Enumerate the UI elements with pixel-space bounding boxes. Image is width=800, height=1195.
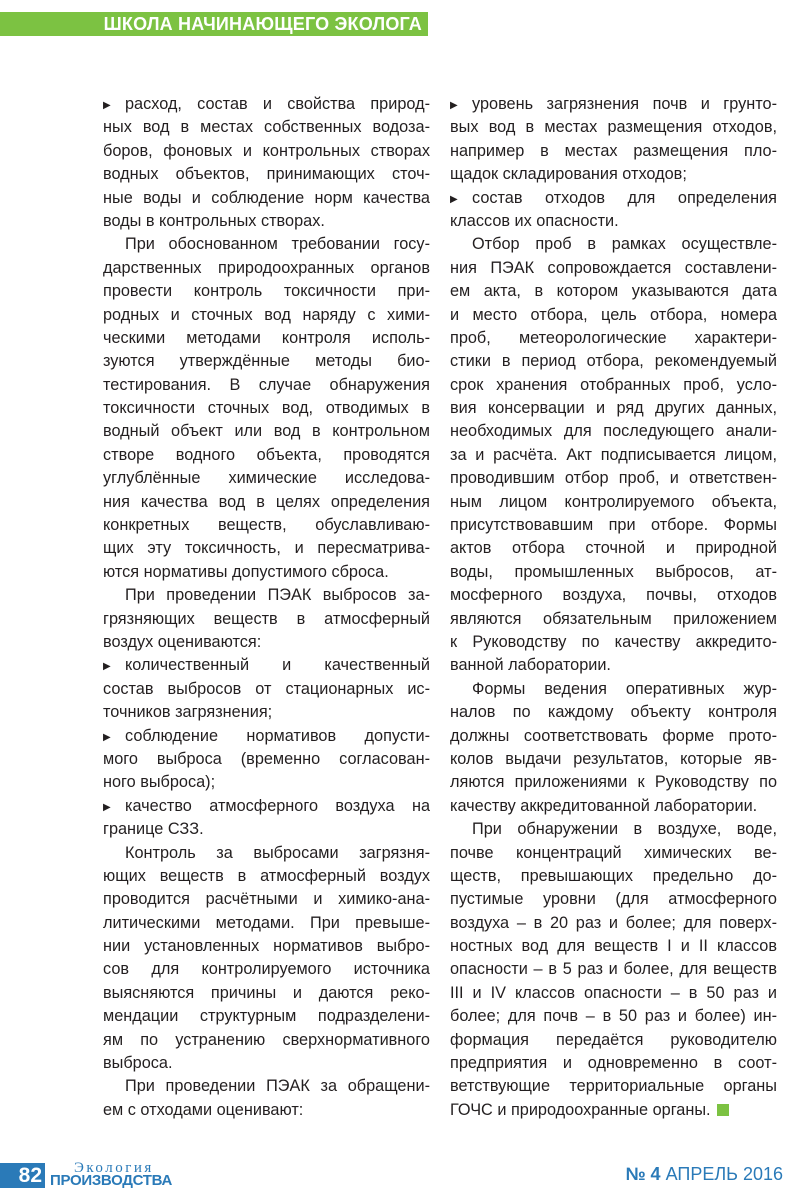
text-line: [450, 327, 777, 350]
line-text: углублённые химические исследова-: [103, 469, 430, 488]
line-text: Формы ведения оперативных жур-: [472, 679, 777, 698]
text-line: [450, 1075, 777, 1098]
line-text: нии установленных нормативов выбро-: [103, 937, 430, 956]
line-text: ных вод в местах собственных водоза-: [103, 118, 430, 137]
line-text: Отбор проб в рамках осуществле-: [472, 235, 777, 254]
text-line: [103, 116, 430, 139]
text-line: [450, 725, 777, 748]
line-text: ванной лаборатории.: [450, 656, 611, 675]
line-text: более; для почв – в 50 раз и более) ин-: [450, 1007, 777, 1026]
text-line: [103, 537, 430, 560]
text-line: [103, 982, 430, 1005]
text-line: [103, 1075, 430, 1098]
text-line: [103, 1052, 430, 1075]
line-text: точников загрязнения;: [103, 703, 273, 722]
text-line: [450, 842, 777, 865]
line-text: III и IV классов опасности – в 50 раз и: [450, 983, 777, 1002]
text-line: [450, 654, 777, 677]
text-line: [103, 514, 430, 537]
text-line: [103, 771, 430, 794]
text-line: [103, 654, 430, 677]
line-text: качеству аккредитованной лаборатории.: [450, 796, 758, 815]
text-line: [103, 397, 430, 420]
text-line: [450, 1005, 777, 1028]
text-line: [450, 1029, 777, 1052]
line-text: конкретных веществ, обуславливаю-: [103, 516, 430, 535]
text-line: [103, 1005, 430, 1028]
line-text: родных и сточных вод наряду с хими-: [103, 305, 430, 324]
text-line: [450, 958, 777, 981]
text-line: [103, 631, 430, 654]
text-line: [450, 935, 777, 958]
line-text: предприятия и одновременно в соот-: [450, 1054, 777, 1073]
line-text: границе СЗЗ.: [103, 820, 204, 839]
line-text: проб, метеорологические характери-: [450, 328, 777, 347]
line-text: водных объектов, принимающих сточ-: [103, 165, 430, 184]
text-line: [450, 93, 777, 116]
text-line: [103, 561, 430, 584]
line-text: проводится расчётными и химико-ана-: [103, 890, 430, 909]
line-text: Контроль за выбросами загрязня-: [125, 843, 430, 862]
text-line: [103, 233, 430, 256]
line-text: выясняются причины и даются реко-: [103, 983, 430, 1002]
text-line: [103, 701, 430, 724]
text-line: [103, 584, 430, 607]
line-text: створе водного объекта, проводятся: [103, 445, 430, 464]
logo-line1: Экология: [74, 1160, 154, 1176]
text-line: [450, 561, 777, 584]
text-line: [450, 701, 777, 724]
text-line: [450, 678, 777, 701]
line-text: состав отходов для определения: [472, 188, 777, 207]
line-text: соблюдение нормативов допусти-: [125, 726, 430, 745]
line-text: литическими методами. При превыше-: [103, 913, 430, 932]
line-text: При проведении ПЭАК за обращени-: [125, 1077, 430, 1096]
line-text: ющих веществ в атмосферный воздух: [103, 866, 430, 885]
text-line: [450, 210, 777, 233]
line-text: ния ПЭАК сопровождается составлени-: [450, 258, 777, 277]
bullet-icon: ▶: [103, 661, 111, 673]
line-text: ем с отходами оценивают:: [103, 1100, 304, 1119]
text-line: [450, 631, 777, 654]
text-line: [450, 888, 777, 911]
line-text: актов отбора сточной и природной: [450, 539, 777, 558]
text-line: [103, 257, 430, 280]
line-text: ного выброса);: [103, 773, 216, 792]
line-text: опасности – в 5 раз и более, для веществ: [450, 960, 777, 979]
text-line: [450, 584, 777, 607]
text-line: [103, 210, 430, 233]
issue-date: АПРЕЛЬ 2016: [665, 1164, 783, 1184]
text-line: [103, 935, 430, 958]
page-number: 82: [0, 1163, 45, 1188]
text-line: [103, 491, 430, 514]
text-line: [103, 678, 430, 701]
line-text: мого выброса (временно согласован-: [103, 749, 430, 768]
text-line: [103, 842, 430, 865]
line-text: налов по каждому объекту контроля: [450, 703, 777, 722]
line-text: ем акта, в котором указываются дата: [450, 282, 777, 301]
line-text: например в местах размещения пло-: [450, 141, 777, 160]
line-text: мендации структурным подразделени-: [103, 1007, 430, 1026]
line-text: провести контроль токсичности при-: [103, 282, 430, 301]
text-line: [103, 748, 430, 771]
text-line: [450, 420, 777, 443]
text-line: [103, 280, 430, 303]
line-text: за и расчёта. Акт подписывается лицом,: [450, 445, 777, 464]
text-line: [103, 187, 430, 210]
line-text: токсичности сточных вод, отводимых в: [103, 399, 430, 418]
text-line: [450, 912, 777, 935]
bullet-icon: ▶: [103, 100, 111, 111]
line-text: стики в период отбора, рекомендуемый: [450, 352, 777, 371]
text-line: [450, 187, 777, 210]
text-line: [450, 257, 777, 280]
text-line: [450, 467, 777, 490]
text-line: [103, 444, 430, 467]
line-text: расход, состав и свойства природ-: [125, 95, 430, 113]
text-line: [103, 958, 430, 981]
line-text: грязняющих веществ в атмосферный: [103, 609, 430, 628]
text-line: [103, 140, 430, 163]
line-text: дарственных природоохранных органов: [103, 258, 430, 277]
line-text: являются обязательным приложением: [450, 609, 777, 628]
text-line: [450, 374, 777, 397]
issue-info: [625, 1164, 783, 1185]
text-line: [103, 608, 430, 631]
bullet-icon: ▶: [450, 100, 458, 111]
text-line: [103, 467, 430, 490]
text-line: [103, 818, 430, 841]
text-line: [450, 116, 777, 139]
line-text: качество атмосферного воздуха на: [125, 796, 430, 815]
line-text: почве концентраций химических ве-: [450, 843, 777, 862]
line-text: ществ, превышающих предельно до-: [450, 866, 777, 885]
bullet-icon: ▶: [450, 193, 458, 205]
text-line: [450, 280, 777, 303]
line-text: вых вод в местах размещения отходов,: [450, 118, 777, 137]
line-text: ния качества вод в целях определения: [103, 492, 430, 511]
text-line: [450, 444, 777, 467]
line-text: воды, промышленных выбросов, ат-: [450, 562, 777, 581]
line-text: тестирования. В случае обнаружения: [103, 375, 430, 394]
text-line: [103, 912, 430, 935]
text-line: [103, 725, 430, 748]
text-line: [450, 514, 777, 537]
line-text: сов для контролируемого источника: [103, 960, 430, 979]
text-line: [450, 537, 777, 560]
end-of-article-square-icon: [717, 1104, 729, 1116]
text-line: [450, 865, 777, 888]
section-header-band: [0, 12, 428, 36]
line-text: формация передаётся руководителю: [450, 1030, 777, 1049]
text-line: [103, 420, 430, 443]
logo-line2: ПРОИЗВОДСТВА: [50, 1172, 172, 1189]
line-text: проводившим отбор проб, и ответствен-: [450, 469, 777, 488]
text-column-left: [103, 93, 430, 1122]
text-line: [450, 304, 777, 327]
text-line: [103, 163, 430, 186]
text-line: [103, 374, 430, 397]
text-line: [103, 350, 430, 373]
line-text: ляются приложениями к Руководству по: [450, 773, 777, 792]
line-text: боров, фоновых и контрольных створах: [103, 141, 430, 160]
text-line: [450, 982, 777, 1005]
text-column-right: [450, 93, 777, 1122]
line-text: и место отбора, цель отбора, номера: [450, 305, 777, 324]
text-line: [450, 397, 777, 420]
text-line: [103, 1029, 430, 1052]
text-line: [103, 327, 430, 350]
text-line: [103, 304, 430, 327]
line-text: При проведении ПЭАК выбросов за-: [125, 586, 430, 605]
line-text: ные воды и соблюдение норм качества: [103, 188, 430, 207]
line-text: уровень загрязнения почв и грунто-: [472, 95, 777, 113]
section-title: ШКОЛА НАЧИНАЮЩЕГО ЭКОЛОГА: [103, 14, 422, 34]
text-line: [103, 93, 430, 116]
line-text: срок хранения отобранных проб, усло-: [450, 375, 777, 394]
line-text: мосферного воздуха, почвы, отходов: [450, 586, 777, 605]
line-text: к Руководству по качеству аккредито-: [450, 632, 777, 651]
text-line: [450, 1099, 777, 1122]
line-text: ностных вод для веществ I и II классов: [450, 937, 777, 956]
line-text: вия консервации и ряд других данных,: [450, 399, 777, 418]
line-text: воздуха – в 20 раз и более; для поверх-: [450, 913, 777, 932]
text-line: [450, 233, 777, 256]
text-line: [103, 865, 430, 888]
line-text: водный объект или вод в контрольном: [103, 422, 430, 441]
text-line: [450, 350, 777, 373]
line-text: При обнаружении в воздухе, воде,: [472, 820, 777, 839]
text-line: [450, 795, 777, 818]
text-line: [450, 818, 777, 841]
bullet-icon: ▶: [103, 801, 111, 813]
line-text: щадок складирования отходов;: [450, 165, 687, 184]
line-text: ям по устранению сверхнормативного: [103, 1030, 430, 1049]
text-line: [103, 795, 430, 818]
line-text: ГОЧС и природоохранные органы.: [450, 1100, 711, 1119]
line-text: ным лицом контролируемого объекта,: [450, 492, 777, 511]
line-text: щих эту токсичность, и пересматрива-: [103, 539, 430, 558]
line-text: выброса.: [103, 1054, 173, 1073]
line-text: необходимых для последующего анали-: [450, 422, 777, 441]
line-text: зуются утверждённые методы био-: [103, 352, 430, 371]
text-line: [450, 163, 777, 186]
line-text: количественный и качественный: [125, 656, 430, 675]
line-text: присутствовавшим при отборе. Формы: [450, 516, 777, 535]
line-text: ются нормативы допустимого сброса.: [103, 562, 389, 581]
text-line: [450, 1052, 777, 1075]
text-line: [103, 888, 430, 911]
line-text: пустимые уровни (для атмосферного: [450, 890, 777, 909]
text-line: [450, 140, 777, 163]
line-text: При обоснованном требовании госу-: [125, 235, 430, 254]
line-text: классов их опасности.: [450, 211, 619, 230]
text-line: [450, 608, 777, 631]
line-text: должны соответствовать форме прото-: [450, 726, 777, 745]
line-text: воды в контрольных створах.: [103, 211, 325, 230]
line-text: состав выбросов от стационарных ис-: [103, 679, 430, 698]
bullet-icon: ▶: [103, 731, 111, 743]
line-text: колов выдачи результатов, которые яв-: [450, 749, 777, 768]
text-line: [450, 771, 777, 794]
text-line: [450, 491, 777, 514]
line-text: воздух оцениваются:: [103, 632, 262, 651]
issue-number: № 4: [625, 1164, 661, 1184]
text-line: [103, 1099, 430, 1122]
text-line: [450, 748, 777, 771]
line-text: ветствующие территориальные органы: [450, 1077, 777, 1096]
line-text: ческими методами контроля исполь-: [103, 328, 430, 347]
